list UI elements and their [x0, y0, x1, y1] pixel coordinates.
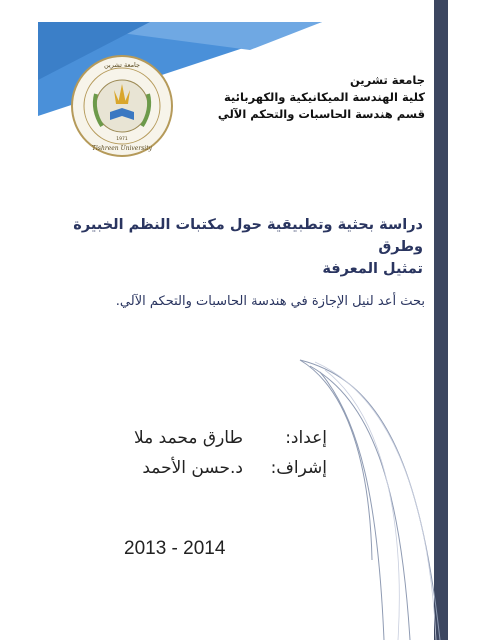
faculty-name: كلية الهندسة الميكانيكية والكهربائية	[223, 90, 425, 104]
university-name: جامعة تشرين	[349, 73, 425, 87]
seal-english-text: Tishreen University	[91, 145, 153, 152]
prepared-name: طارق محمد ملا	[134, 428, 243, 448]
supervised-name: د.حسن الأحمد	[142, 458, 243, 478]
academic-years: 2013 - 2014	[124, 538, 226, 559]
document-header	[165, 72, 425, 123]
seal-arabic-text: جامعة تشرين	[103, 61, 141, 69]
document-subtitle: بحث أعد لنيل الإجازة في هندسة الحاسبات والتحكم الآلي.	[115, 294, 425, 309]
prepared-label: إعداد:	[285, 428, 327, 448]
title-line-1: دراسة بحثية وتطبيقية حول مكتبات النظم الخبيرة وطرق	[73, 217, 423, 255]
university-seal	[70, 54, 174, 158]
title-line-2: تمثيل المعرفة	[322, 261, 423, 277]
supervised-label: إشراف:	[270, 458, 327, 478]
seal-year: 1971	[116, 137, 128, 142]
document-title	[53, 214, 423, 280]
sidebar-stripe	[434, 0, 448, 640]
department-name: قسم هندسة الحاسبات والتحكم الآلي	[217, 107, 425, 121]
